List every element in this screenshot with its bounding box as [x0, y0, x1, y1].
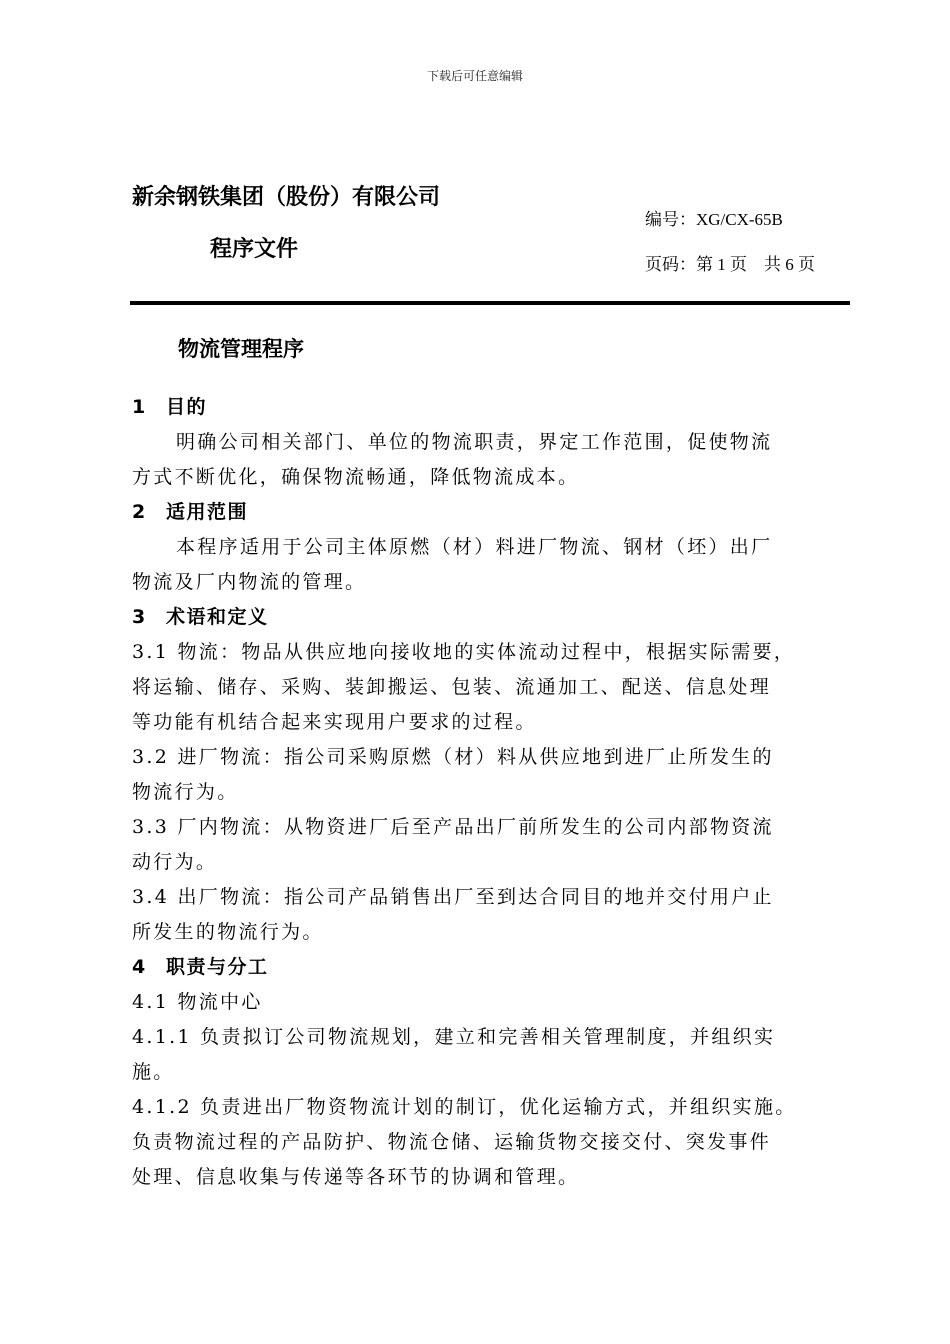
paragraph-line: 4.1.2 负责进出厂物资物流计划的制订，优化运输方式，并组织实施。 — [132, 1096, 797, 1118]
paragraph-line: 等功能有机结合起来实现用户要求的过程。 — [132, 711, 537, 733]
paragraph-line: 本程序适用于公司主体原燃（材）料进厂物流、钢材（坯）出厂 — [176, 536, 773, 558]
paragraph-line: 动行为。 — [132, 851, 218, 873]
section-heading-4: 4 职责与分工 — [132, 956, 269, 978]
paragraph-line: 3.1 物流：物品从供应地向接收地的实体流动过程中，根据实际需要， — [132, 641, 796, 663]
section-heading-3: 3 术语和定义 — [132, 606, 269, 628]
document-code: 编号：XG/CX-65B — [645, 210, 783, 229]
company-name: 新余钢铁集团（股份）有限公司 — [132, 185, 441, 210]
page-info: 页码：第 1 页 共 6 页 — [645, 255, 815, 274]
document-type: 程序文件 — [210, 237, 299, 262]
paragraph-line: 所发生的物流行为。 — [132, 921, 324, 943]
paragraph-line: 3.4 出厂物流：指公司产品销售出厂至到达合同目的地并交付用户止 — [132, 886, 774, 908]
watermark-text: 下载后可任意编辑 — [426, 69, 523, 83]
paragraph-line: 物流行为。 — [132, 781, 239, 803]
document-title: 物流管理程序 — [178, 337, 304, 361]
document-body — [132, 390, 822, 1195]
paragraph-line: 负责物流过程的产品防护、物流仓储、运输货物交接交付、突发事件 — [132, 1131, 772, 1153]
paragraph-line: 物流及厂内物流的管理。 — [132, 571, 367, 593]
section-heading-2: 2 适用范围 — [132, 501, 249, 523]
section-heading-1: 1 目的 — [132, 396, 208, 418]
paragraph-line: 3.2 进厂物流：指公司采购原燃（材）料从供应地到进厂止所发生的 — [132, 746, 774, 768]
paragraph-line: 3.3 厂内物流：从物资进厂后至产品出厂前所发生的公司内部物资流 — [132, 816, 774, 838]
paragraph-line: 方式不断优化，确保物流畅通，降低物流成本。 — [132, 466, 580, 488]
paragraph-line: 将运输、储存、采购、装卸搬运、包装、流通加工、配送、信息处理 — [132, 676, 772, 698]
header-divider — [130, 301, 850, 305]
paragraph-line: 处理、信息收集与传递等各环节的协调和管理。 — [132, 1166, 580, 1188]
paragraph-line: 施。 — [132, 1061, 175, 1083]
paragraph-line: 明确公司相关部门、单位的物流职责，界定工作范围，促使物流 — [176, 431, 773, 453]
paragraph-line: 4.1 物流中心 — [132, 991, 263, 1013]
paragraph-line: 4.1.1 负责拟订公司物流规划，建立和完善相关管理制度，并组织实 — [132, 1026, 776, 1048]
